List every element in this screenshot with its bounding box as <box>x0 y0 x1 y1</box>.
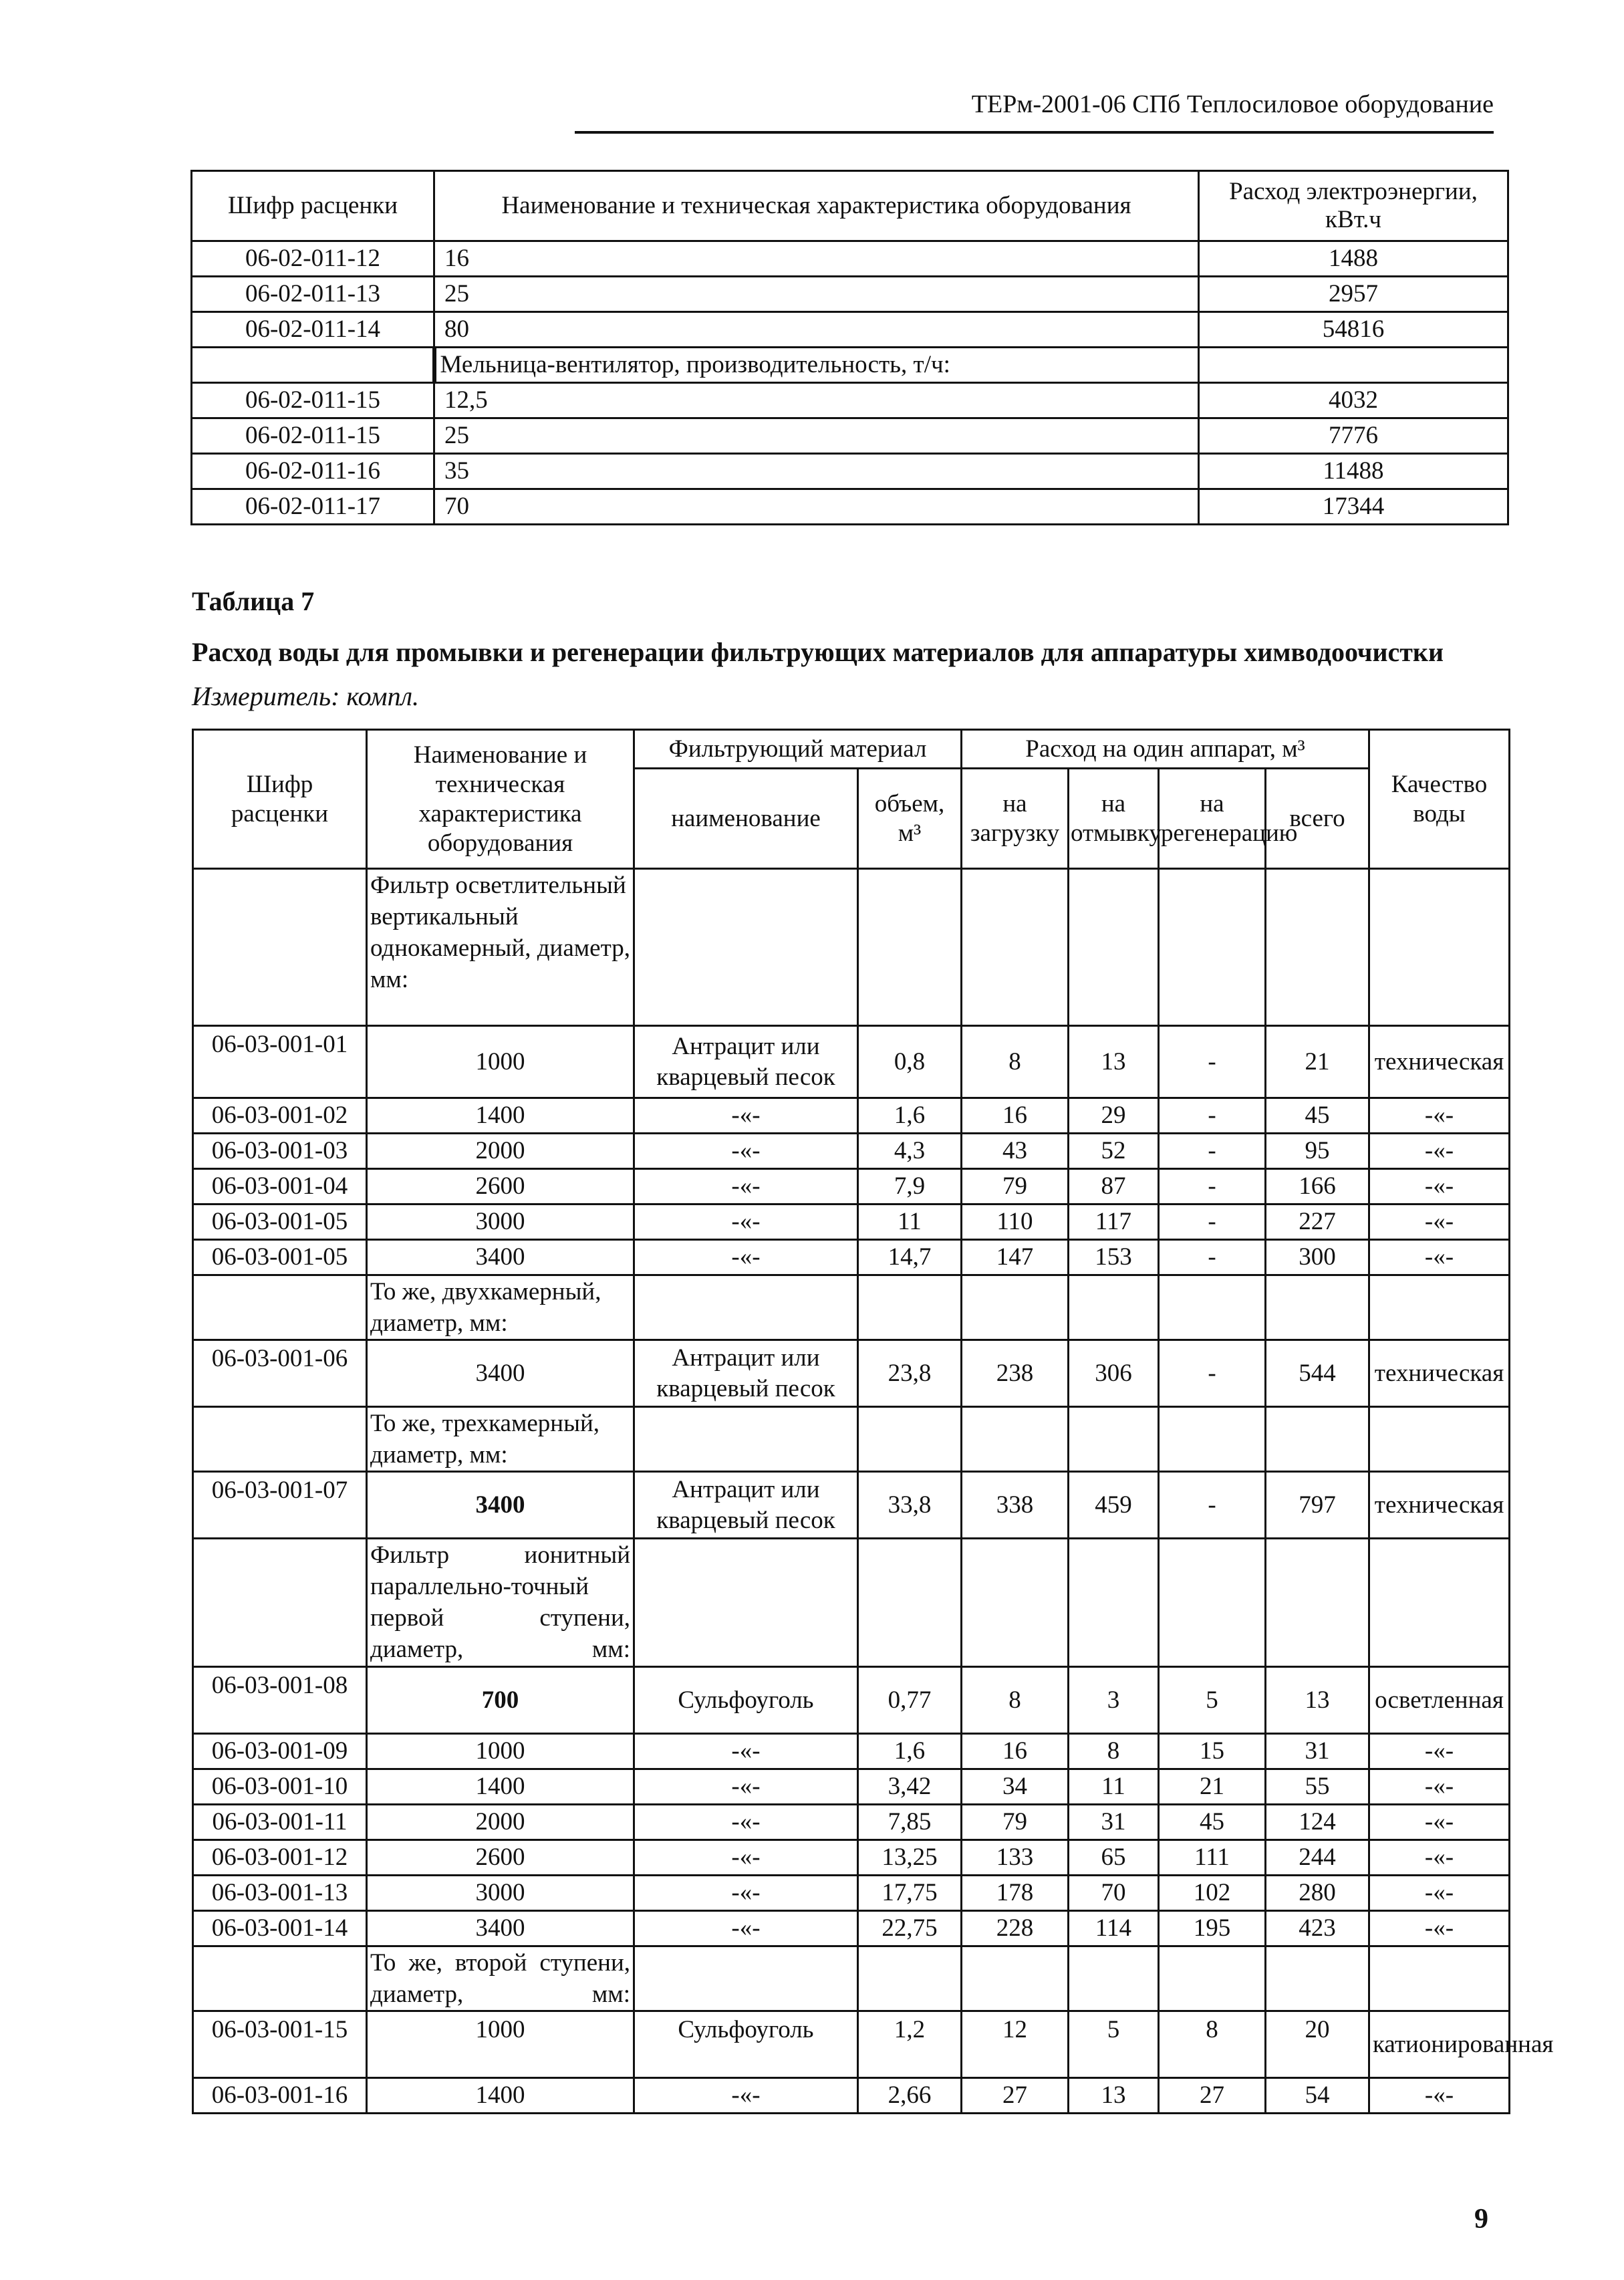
diameter-cell: 1000 <box>367 1734 634 1769</box>
wash-cell: 11 <box>1069 1769 1159 1805</box>
table-row <box>193 1840 1510 1876</box>
wash-cell: 13 <box>1069 1026 1159 1098</box>
code-cell: 06-02-011-13 <box>192 277 434 312</box>
quality-cell: -«- <box>1369 1098 1510 1134</box>
code-cell: 06-02-011-14 <box>192 312 434 348</box>
load-cell: 79 <box>962 1169 1069 1205</box>
header-electricity: Расход электроэнергии, кВт.ч <box>1199 171 1508 241</box>
diameter-cell: 1400 <box>367 1098 634 1134</box>
table-row <box>193 2011 1510 2078</box>
regen-cell: - <box>1159 1098 1266 1134</box>
value-cell: 2957 <box>1199 277 1508 312</box>
group-label: То же, второй ступени, диаметр, мм: <box>367 1946 634 2011</box>
table7-header-row1 <box>193 730 1510 769</box>
volume-cell: 7,9 <box>858 1169 962 1205</box>
code-cell: 06-03-001-01 <box>193 1026 367 1098</box>
regen-cell: - <box>1159 1169 1266 1205</box>
name-cell: 25 <box>434 277 1199 312</box>
regen-cell: 8 <box>1159 2011 1266 2078</box>
quality-cell: -«- <box>1369 1876 1510 1911</box>
header-quality: Качество воды <box>1369 730 1510 869</box>
wash-cell: 13 <box>1069 2078 1159 2114</box>
diameter-cell: 2000 <box>367 1805 634 1840</box>
volume-cell: 1,6 <box>858 1098 962 1134</box>
wash-cell: 70 <box>1069 1876 1159 1911</box>
table-row <box>193 1169 1510 1205</box>
table-row <box>193 1240 1510 1275</box>
code-cell <box>193 1275 367 1340</box>
code-cell: 06-03-001-11 <box>193 1805 367 1840</box>
code-cell <box>193 1946 367 2011</box>
header-flow-total: всего <box>1266 769 1369 869</box>
code-cell: 06-03-001-03 <box>193 1134 367 1169</box>
load-cell: 8 <box>962 1667 1069 1734</box>
header-flow-group: Расход на один аппарат, м³ <box>962 730 1369 769</box>
diameter-cell: 1400 <box>367 1769 634 1805</box>
table-row <box>192 348 1508 383</box>
quality-cell: осветленная <box>1369 1667 1510 1734</box>
material-cell: -«- <box>634 1134 858 1169</box>
name-cell: 12,5 <box>434 383 1199 418</box>
group-row <box>193 1539 1510 1667</box>
code-cell: 06-02-011-15 <box>192 418 434 454</box>
volume-cell: 7,85 <box>858 1805 962 1840</box>
material-cell: Антрацит или кварцевый песок <box>634 1472 858 1539</box>
total-cell: 124 <box>1266 1805 1369 1840</box>
volume-cell: 1,6 <box>858 1734 962 1769</box>
volume-cell: 0,8 <box>858 1026 962 1098</box>
total-cell: 31 <box>1266 1734 1369 1769</box>
material-cell: -«- <box>634 1805 858 1840</box>
diameter-cell: 2000 <box>367 1134 634 1169</box>
code-cell: 06-02-011-12 <box>192 241 434 277</box>
load-cell: 79 <box>962 1805 1069 1840</box>
volume-cell: 1,2 <box>858 2011 962 2078</box>
material-cell: Сульфоуголь <box>634 1667 858 1734</box>
table-row <box>193 1472 1510 1539</box>
group-row <box>193 869 1510 1026</box>
quality-cell: техническая <box>1369 1026 1510 1098</box>
regen-cell: 5 <box>1159 1667 1266 1734</box>
code-cell: 06-03-001-09 <box>193 1734 367 1769</box>
code-cell: 06-03-001-14 <box>193 1911 367 1946</box>
regen-cell: - <box>1159 1472 1266 1539</box>
regen-cell: - <box>1159 1026 1266 1098</box>
code-cell <box>193 1539 367 1667</box>
load-cell: 8 <box>962 1026 1069 1098</box>
total-cell: 55 <box>1266 1769 1369 1805</box>
load-cell: 147 <box>962 1240 1069 1275</box>
table-row <box>193 1876 1510 1911</box>
code-cell: 06-03-001-06 <box>193 1340 367 1407</box>
load-cell: 338 <box>962 1472 1069 1539</box>
total-cell: 423 <box>1266 1911 1369 1946</box>
table-row <box>193 1734 1510 1769</box>
quality-cell: -«- <box>1369 1769 1510 1805</box>
regen-cell: 15 <box>1159 1734 1266 1769</box>
load-cell: 16 <box>962 1734 1069 1769</box>
total-cell: 45 <box>1266 1098 1369 1134</box>
value-cell <box>1199 348 1508 383</box>
quality-cell: -«- <box>1369 1805 1510 1840</box>
value-cell: 54816 <box>1199 312 1508 348</box>
name-cell: Мельница-вентилятор, производительность, т/ч: <box>434 348 1199 383</box>
group-label: То же, трехкамерный, диаметр, мм: <box>367 1407 634 1472</box>
load-cell: 133 <box>962 1840 1069 1876</box>
group-label: Фильтр ионитный параллельно-точный первой ступени, диаметр, мм: <box>367 1539 634 1667</box>
volume-cell: 23,8 <box>858 1340 962 1407</box>
total-cell: 280 <box>1266 1876 1369 1911</box>
diameter-cell: 3400 <box>367 1240 634 1275</box>
wash-cell: 5 <box>1069 2011 1159 2078</box>
diameter-cell: 3400 <box>367 1340 634 1407</box>
group-label: Фильтр осветлительный вертикальный однокамерный, диаметр, мм: <box>367 869 634 1026</box>
regen-cell: 27 <box>1159 2078 1266 2114</box>
volume-cell: 22,75 <box>858 1911 962 1946</box>
regen-cell: - <box>1159 1240 1266 1275</box>
volume-cell: 14,7 <box>858 1240 962 1275</box>
total-cell: 20 <box>1266 2011 1369 2078</box>
value-cell: 17344 <box>1199 489 1508 525</box>
table-row <box>193 1340 1510 1407</box>
name-cell: 70 <box>434 489 1199 525</box>
wash-cell: 459 <box>1069 1472 1159 1539</box>
wash-cell: 52 <box>1069 1134 1159 1169</box>
table-row <box>192 312 1508 348</box>
electricity-table-header <box>192 171 1508 241</box>
header-rule <box>575 131 1494 134</box>
table-row <box>192 383 1508 418</box>
regen-cell: - <box>1159 1134 1266 1169</box>
regen-cell: - <box>1159 1340 1266 1407</box>
quality-cell: -«- <box>1369 1911 1510 1946</box>
group-label: То же, двухкамерный, диаметр, мм: <box>367 1275 634 1340</box>
header-flow-load: на загрузку <box>962 769 1069 869</box>
table-row <box>193 1911 1510 1946</box>
table-row <box>193 1134 1510 1169</box>
table-row <box>192 241 1508 277</box>
table-row <box>192 454 1508 489</box>
table7-title: Таблица 7 <box>192 586 315 616</box>
material-cell: -«- <box>634 1840 858 1876</box>
wash-cell: 117 <box>1069 1205 1159 1240</box>
diameter-cell: 3400 <box>367 1472 634 1539</box>
header-code: Шифр расценки <box>192 171 434 241</box>
material-cell: -«- <box>634 1205 858 1240</box>
code-cell: 06-03-001-16 <box>193 2078 367 2114</box>
diameter-cell: 2600 <box>367 1169 634 1205</box>
quality-cell: техническая <box>1369 1472 1510 1539</box>
load-cell: 43 <box>962 1134 1069 1169</box>
total-cell: 300 <box>1266 1240 1369 1275</box>
code-cell: 06-03-001-05 <box>193 1205 367 1240</box>
material-cell: Сульфоуголь <box>634 2011 858 2078</box>
value-cell: 11488 <box>1199 454 1508 489</box>
header-flow-wash: на отмывку <box>1069 769 1159 869</box>
table7-caption: Расход воды для промывки и регенерации фильтрующих материалов для аппаратуры химводоочистки <box>192 637 1444 667</box>
table-row <box>193 1205 1510 1240</box>
group-row <box>193 1275 1510 1340</box>
quality-cell: -«- <box>1369 1134 1510 1169</box>
diameter-cell: 2600 <box>367 1840 634 1876</box>
header-name: Наименование и техническая характеристика оборудования <box>434 171 1199 241</box>
table-row <box>193 2078 1510 2114</box>
total-cell: 227 <box>1266 1205 1369 1240</box>
wash-cell: 153 <box>1069 1240 1159 1275</box>
wash-cell: 31 <box>1069 1805 1159 1840</box>
code-cell: 06-03-001-15 <box>193 2011 367 2078</box>
material-cell: Антрацит или кварцевый песок <box>634 1340 858 1407</box>
table-row <box>192 277 1508 312</box>
material-cell: -«- <box>634 1098 858 1134</box>
material-cell: -«- <box>634 1876 858 1911</box>
value-cell: 7776 <box>1199 418 1508 454</box>
load-cell: 238 <box>962 1340 1069 1407</box>
value-cell: 4032 <box>1199 383 1508 418</box>
name-cell: 16 <box>434 241 1199 277</box>
header-filter-name: наименование <box>634 769 858 869</box>
total-cell: 797 <box>1266 1472 1369 1539</box>
page-header: ТЕРм-2001-06 СПб Теплосиловое оборудование <box>971 90 1494 118</box>
header-filter-group: Фильтрующий материал <box>634 730 962 769</box>
quality-cell: -«- <box>1369 1240 1510 1275</box>
value-cell: 1488 <box>1199 241 1508 277</box>
table-row <box>193 1769 1510 1805</box>
load-cell: 110 <box>962 1205 1069 1240</box>
volume-cell: 2,66 <box>858 2078 962 2114</box>
code-cell <box>193 869 367 1026</box>
total-cell: 13 <box>1266 1667 1369 1734</box>
code-cell <box>192 348 434 383</box>
volume-cell: 17,75 <box>858 1876 962 1911</box>
code-cell: 06-03-001-05 <box>193 1240 367 1275</box>
total-cell: 544 <box>1266 1340 1369 1407</box>
table7-measure: Измеритель: компл. <box>192 681 420 711</box>
quality-cell: -«- <box>1369 2078 1510 2114</box>
load-cell: 27 <box>962 2078 1069 2114</box>
table-row <box>193 1805 1510 1840</box>
quality-cell: -«- <box>1369 1205 1510 1240</box>
code-cell: 06-03-001-12 <box>193 1840 367 1876</box>
diameter-cell: 1000 <box>367 1026 634 1098</box>
material-cell: -«- <box>634 1240 858 1275</box>
diameter-cell: 1000 <box>367 2011 634 2078</box>
water-consumption-table <box>192 729 1554 2114</box>
code-cell: 06-03-001-10 <box>193 1769 367 1805</box>
diameter-cell: 3400 <box>367 1911 634 1946</box>
header-flow-regen: на регенерацию <box>1159 769 1266 869</box>
code-cell: 06-03-001-13 <box>193 1876 367 1911</box>
material-cell: -«- <box>634 1169 858 1205</box>
quality-cell: -«- <box>1369 1169 1510 1205</box>
wash-cell: 3 <box>1069 1667 1159 1734</box>
volume-cell: 0,77 <box>858 1667 962 1734</box>
wash-cell: 306 <box>1069 1340 1159 1407</box>
quality-cell: -«- <box>1369 1734 1510 1769</box>
diameter-cell: 700 <box>367 1667 634 1734</box>
regen-cell: 21 <box>1159 1769 1266 1805</box>
quality-cell: техническая <box>1369 1340 1510 1407</box>
header-filter-volume: объем, м³ <box>858 769 962 869</box>
volume-cell: 13,25 <box>858 1840 962 1876</box>
total-cell: 54 <box>1266 2078 1369 2114</box>
group-row <box>193 1407 1510 1472</box>
regen-cell: - <box>1159 1205 1266 1240</box>
table-row <box>193 1098 1510 1134</box>
group-row <box>193 1946 1510 2011</box>
volume-cell: 4,3 <box>858 1134 962 1169</box>
regen-cell: 102 <box>1159 1876 1266 1911</box>
total-cell: 95 <box>1266 1134 1369 1169</box>
table-row <box>193 1667 1510 1734</box>
material-cell: -«- <box>634 2078 858 2114</box>
quality-cell: катионированная <box>1369 2011 1510 2078</box>
code-cell: 06-02-011-16 <box>192 454 434 489</box>
electricity-table <box>190 170 1509 525</box>
total-cell: 166 <box>1266 1169 1369 1205</box>
name-cell: 80 <box>434 312 1199 348</box>
wash-cell: 87 <box>1069 1169 1159 1205</box>
code-cell: 06-03-001-02 <box>193 1098 367 1134</box>
load-cell: 228 <box>962 1911 1069 1946</box>
volume-cell: 3,42 <box>858 1769 962 1805</box>
load-cell: 16 <box>962 1098 1069 1134</box>
load-cell: 34 <box>962 1769 1069 1805</box>
total-cell: 244 <box>1266 1840 1369 1876</box>
total-cell: 21 <box>1266 1026 1369 1098</box>
volume-cell: 33,8 <box>858 1472 962 1539</box>
code-cell: 06-02-011-17 <box>192 489 434 525</box>
diameter-cell: 1400 <box>367 2078 634 2114</box>
regen-cell: 195 <box>1159 1911 1266 1946</box>
wash-cell: 65 <box>1069 1840 1159 1876</box>
material-cell: Антрацит или кварцевый песок <box>634 1026 858 1098</box>
material-cell: -«- <box>634 1769 858 1805</box>
material-cell: -«- <box>634 1734 858 1769</box>
diameter-cell: 3000 <box>367 1876 634 1911</box>
code-cell: 06-02-011-15 <box>192 383 434 418</box>
quality-cell: -«- <box>1369 1840 1510 1876</box>
volume-cell: 11 <box>858 1205 962 1240</box>
wash-cell: 29 <box>1069 1098 1159 1134</box>
material-cell: -«- <box>634 1911 858 1946</box>
header-code: Шифр расценки <box>193 730 367 869</box>
page-number: 9 <box>1474 2204 1488 2235</box>
load-cell: 12 <box>962 2011 1069 2078</box>
table-row <box>192 489 1508 525</box>
regen-cell: 45 <box>1159 1805 1266 1840</box>
wash-cell: 8 <box>1069 1734 1159 1769</box>
name-cell: 35 <box>434 454 1199 489</box>
table-row <box>193 1026 1510 1098</box>
code-cell: 06-03-001-07 <box>193 1472 367 1539</box>
load-cell: 178 <box>962 1876 1069 1911</box>
diameter-cell: 3000 <box>367 1205 634 1240</box>
table-row <box>192 418 1508 454</box>
code-cell: 06-03-001-04 <box>193 1169 367 1205</box>
code-cell <box>193 1407 367 1472</box>
code-cell: 06-03-001-08 <box>193 1667 367 1734</box>
name-cell: 25 <box>434 418 1199 454</box>
wash-cell: 114 <box>1069 1911 1159 1946</box>
header-name: Наименование и техническая характеристика оборудования <box>367 730 634 869</box>
regen-cell: 111 <box>1159 1840 1266 1876</box>
